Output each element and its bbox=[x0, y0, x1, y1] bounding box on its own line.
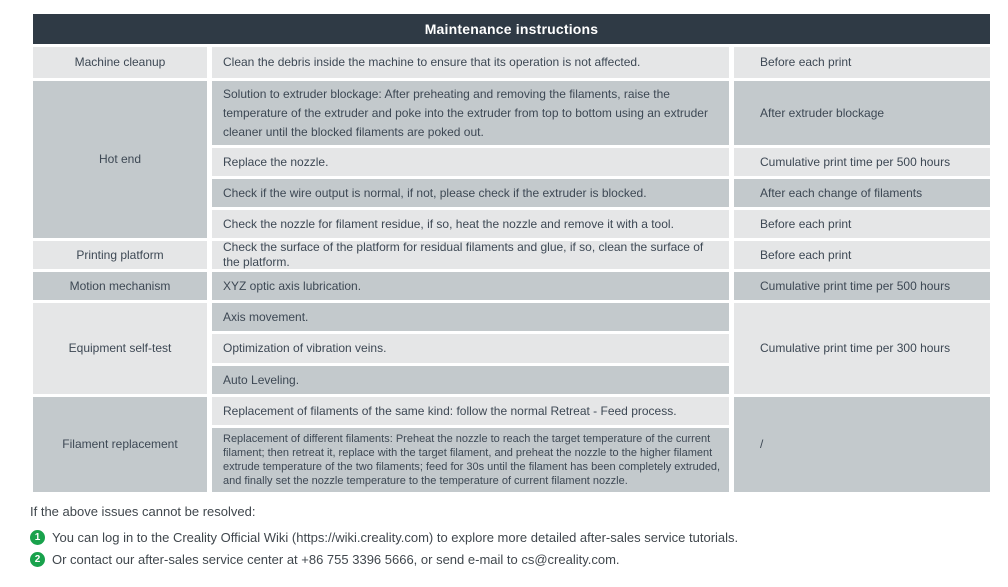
task-cell: XYZ optic axis lubrication. bbox=[212, 272, 729, 300]
maintenance-table bbox=[33, 14, 990, 492]
footer-note-2-text: Or contact our after-sales service center at +86 755 3396 5666, or send e-mail to cs@creality.com. bbox=[52, 552, 620, 567]
footer-note-1-text: You can log in to the Creality Official Wiki (https://wiki.creality.com) to explore more detailed after-sales service tutorials. bbox=[52, 530, 739, 545]
frequency-cell: After each change of filaments bbox=[734, 179, 990, 207]
frequency-cell: After extruder blockage bbox=[734, 81, 990, 145]
frequency-cell: Cumulative print time per 500 hours bbox=[734, 272, 990, 300]
task-cell: Optimization of vibration veins. bbox=[212, 334, 729, 363]
category-cell-motion-mechanism: Motion mechanism bbox=[33, 272, 207, 300]
footer-intro-text: If the above issues cannot be resolved: bbox=[30, 504, 256, 519]
footer-note-2 bbox=[30, 552, 620, 567]
task-cell: Check the nozzle for filament residue, if so, heat the nozzle and remove it with a tool. bbox=[212, 210, 729, 238]
note-number-1-icon: 1 bbox=[30, 530, 45, 545]
task-cell: Replacement of filaments of the same kind: follow the normal Retreat - Feed process. bbox=[212, 397, 729, 425]
task-cell: Check if the wire output is normal, if not, please check if the extruder is blocked. bbox=[212, 179, 729, 207]
frequency-cell: Cumulative print time per 300 hours bbox=[734, 303, 990, 394]
task-cell: Auto Leveling. bbox=[212, 366, 729, 394]
note-number-2-icon: 2 bbox=[30, 552, 45, 567]
frequency-cell: / bbox=[734, 397, 990, 492]
task-cell: Check the surface of the platform for residual filaments and glue, if so, clean the surface of the platform. bbox=[212, 241, 729, 269]
category-cell-hot-end: Hot end bbox=[33, 81, 207, 238]
table-title: Maintenance instructions bbox=[33, 14, 990, 44]
frequency-cell: Before each print bbox=[734, 47, 990, 78]
category-cell-machine-cleanup: Machine cleanup bbox=[33, 47, 207, 78]
task-cell: Replace the nozzle. bbox=[212, 148, 729, 176]
task-cell: Axis movement. bbox=[212, 303, 729, 331]
task-cell: Replacement of different filaments: Preheat the nozzle to reach the target temperature of the current filament; then retreat it, replace with the target filament, and preheat the nozzle to the higher filament extrude temperature of the two filaments; feed for 30s until the filament has been completely extruded, and finally set the nozzle temperature to the temperature of current filament nozzle. bbox=[212, 428, 729, 492]
footer-note-1 bbox=[30, 530, 738, 545]
frequency-cell: Before each print bbox=[734, 210, 990, 238]
frequency-cell: Cumulative print time per 500 hours bbox=[734, 148, 990, 176]
task-cell: Solution to extruder blockage: After preheating and removing the filaments, raise the temperature of the extruder and poke into the extruder from top to bottom using an extruder cleaner until the blocked filaments are poked out. bbox=[212, 81, 729, 145]
task-cell: Clean the debris inside the machine to ensure that its operation is not affected. bbox=[212, 47, 729, 78]
category-cell-printing-platform: Printing platform bbox=[33, 241, 207, 269]
category-cell-equipment-self-test: Equipment self-test bbox=[33, 303, 207, 394]
category-cell-filament-replacement: Filament replacement bbox=[33, 397, 207, 492]
frequency-cell: Before each print bbox=[734, 241, 990, 269]
